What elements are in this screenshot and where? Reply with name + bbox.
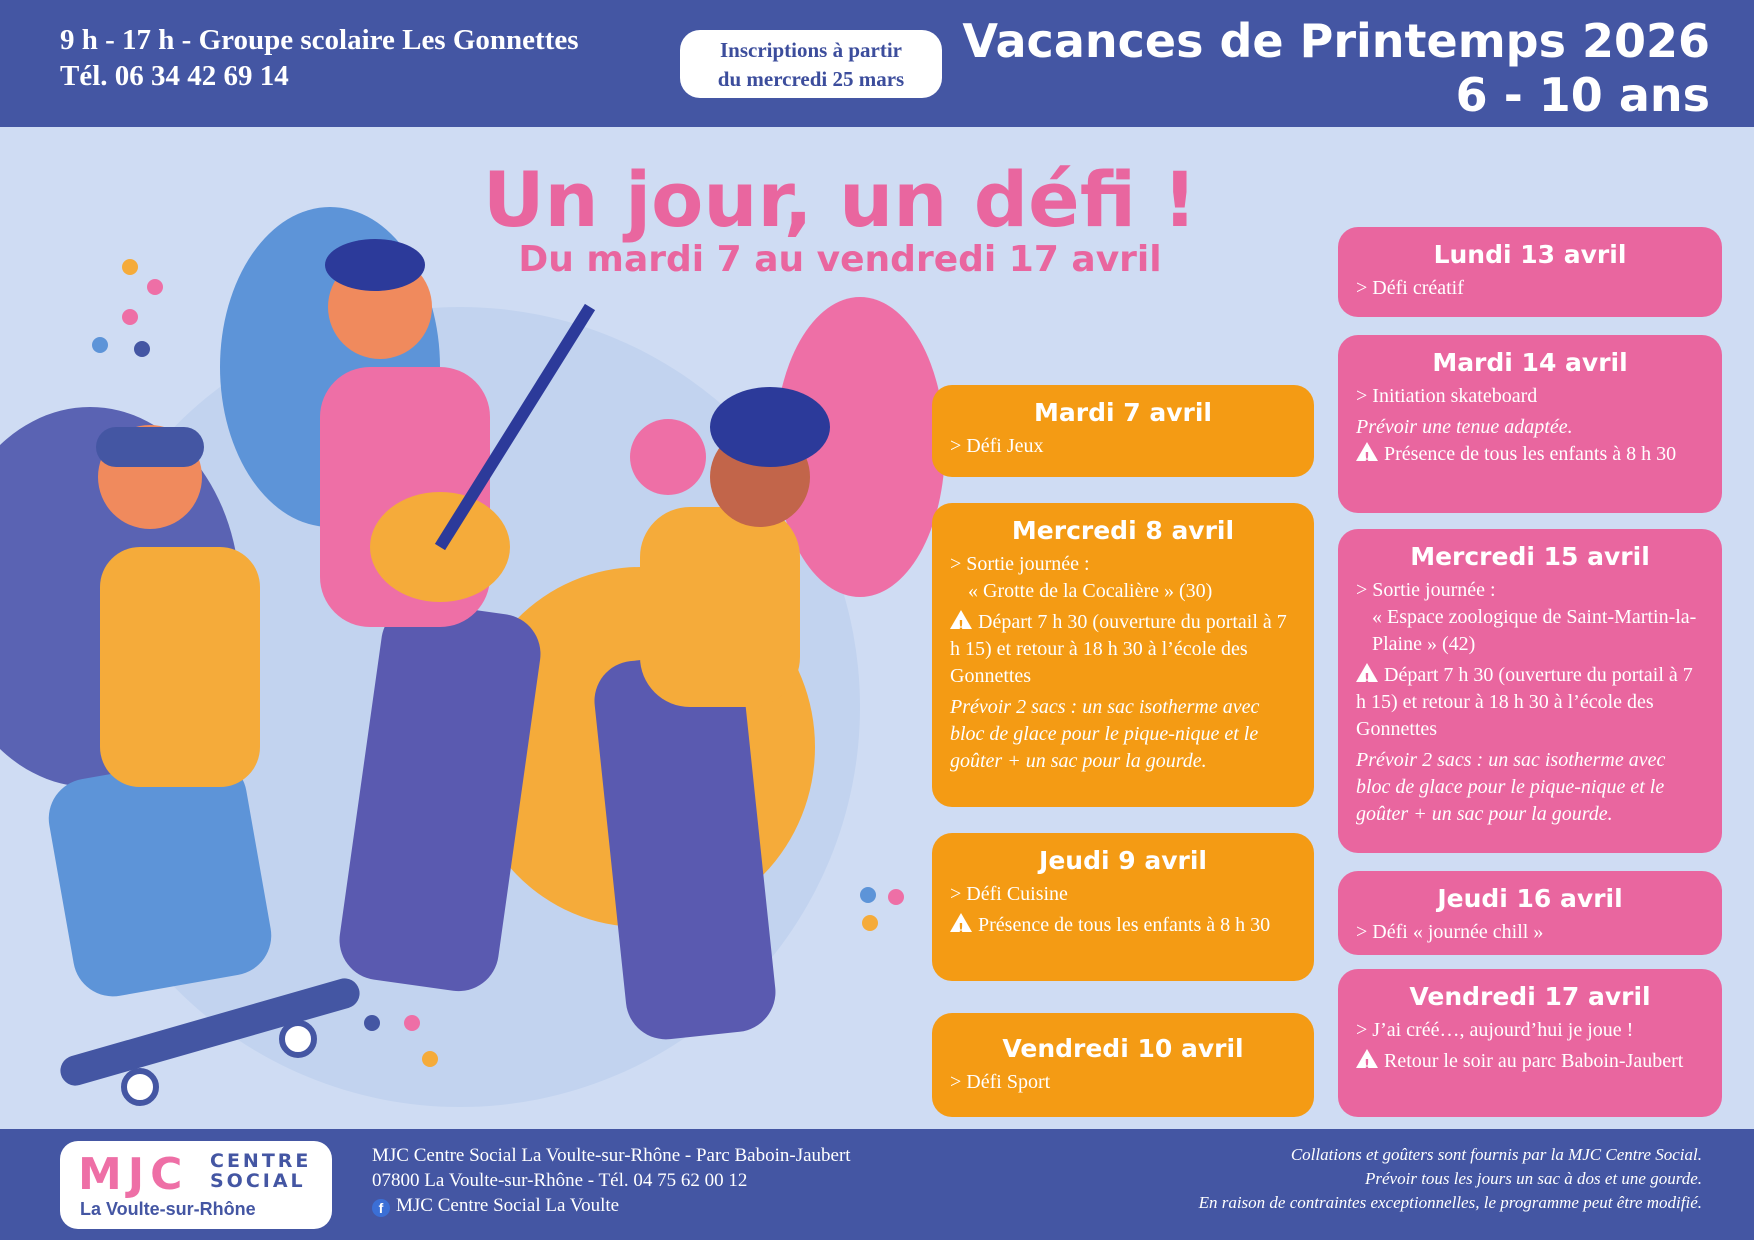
wheel-2 (282, 1023, 314, 1055)
day-title: Vendredi 17 avril (1409, 982, 1651, 1011)
dot-11 (862, 915, 878, 931)
program-title: Vacances de Printemps 2026 (962, 14, 1710, 68)
day-note: Prévoir 2 sacs : un sac isotherme avec bloc de glace pour le pique-nique et le goûter + un sac pour la gourde. (950, 696, 1260, 772)
warning-text: Départ 7 h 30 (ouverture du portail à 7 h 15) et retour à 18 h 30 à l’école des Gonnettes (950, 611, 1287, 687)
main-dates: Du mardi 7 au vendredi 17 avril (518, 239, 1162, 280)
day-card-mardi-14 (1338, 335, 1722, 513)
registration-line-2: du mercredi 25 mars (717, 67, 905, 91)
dot-5 (134, 341, 150, 357)
basketball (630, 419, 706, 495)
note-3: En raison de contraintes exceptionnelles, le programme peut être modifié. (1198, 1193, 1702, 1212)
dot-2 (147, 279, 163, 295)
warning-icon (1356, 663, 1378, 682)
facebook-row (372, 1193, 851, 1218)
warning-row (950, 609, 1296, 690)
header-bar (0, 0, 1754, 127)
girl-hair (710, 387, 830, 467)
day-activity: > Sortie journée : (1356, 579, 1496, 601)
day-activity: > Initiation skateboard (1356, 385, 1538, 407)
header-info (60, 22, 579, 94)
warning-text: Départ 7 h 30 (ouverture du portail à 7 h 15) et retour à 18 h 30 à l’école des Gonnettes (1356, 664, 1693, 740)
registration-line-1: Inscriptions à partir (719, 38, 902, 62)
outing-destination: « Grotte de la Cocalière » (30) (968, 580, 1213, 602)
warning-icon (1356, 1049, 1378, 1068)
day-title: Vendredi 10 avril (1002, 1034, 1244, 1063)
logo-mjc-text: MJC (78, 1149, 189, 1200)
warning-text: Présence de tous les enfants à 8 h 30 (1384, 443, 1677, 465)
boy-left-legs (42, 751, 277, 1002)
logo-city: La Voulte-sur-Rhône (80, 1199, 256, 1219)
day-title: Mercredi 8 avril (1011, 516, 1235, 545)
dot-4 (92, 337, 108, 353)
day-title: Mardi 14 avril (1432, 348, 1628, 377)
day-activity: > Défi Sport (950, 1071, 1051, 1093)
day-card-vendredi-17 (1338, 969, 1722, 1117)
day-card-lundi-13 (1338, 227, 1722, 317)
main-area (0, 127, 1754, 1129)
day-card-mercredi-8 (932, 503, 1314, 807)
day-title: Lundi 13 avril (1433, 240, 1627, 269)
day-card-mardi-7 (932, 385, 1314, 477)
day-activity: > Défi « journée chill » (1356, 921, 1544, 943)
dot-7 (404, 1015, 420, 1031)
facebook-icon: f (372, 1199, 390, 1217)
day-note: Prévoir 2 sacs : un sac isotherme avec bloc de glace pour le pique-nique et le goûter + un sac pour la gourde. (1356, 749, 1666, 825)
boy-left-body (100, 547, 260, 787)
note-2: Prévoir tous les jours un sac à dos et une gourde. (1365, 1169, 1702, 1188)
dot-9 (860, 887, 876, 903)
warning-row (1356, 441, 1704, 468)
warning-icon (950, 610, 972, 629)
phone-number: Tél. 06 34 42 69 14 (60, 60, 289, 92)
day-activity: > Sortie journée : (950, 553, 1090, 575)
day-activity: > Défi Jeux (950, 435, 1044, 457)
day-title: Jeudi 9 avril (1039, 846, 1207, 875)
program-heading (962, 14, 1710, 122)
warning-row (1356, 662, 1704, 743)
footer-address (372, 1143, 851, 1218)
footer-bar (0, 1129, 1754, 1240)
outing-destination: « Espace zoologique de Saint-Martin-la-Plaine » (42) (1372, 606, 1697, 655)
day-activity: > Défi créatif (1356, 277, 1464, 299)
logo-social: SOCIAL (210, 1170, 306, 1192)
warning-text: Présence de tous les enfants à 8 h 30 (978, 914, 1271, 936)
day-card-jeudi-16 (1338, 871, 1722, 955)
dot-1 (122, 259, 138, 275)
dot-6 (364, 1015, 380, 1031)
registration-badge (680, 30, 942, 98)
hours-location: 9 h - 17 h - Groupe scolaire Les Gonnettes (60, 24, 579, 56)
day-title: Jeudi 16 avril (1437, 884, 1623, 913)
logo-centre-social (210, 1151, 311, 1191)
boy-left-hat (96, 427, 204, 467)
day-activity: > Défi Cuisine (950, 883, 1068, 905)
logo-centre: CENTRE (210, 1150, 312, 1172)
footer-notes (1199, 1143, 1702, 1215)
day-activity: > J’ai créé…, aujourd’hui je joue ! (1356, 1019, 1634, 1041)
dot-10 (888, 889, 904, 905)
day-card-vendredi-10 (932, 1013, 1314, 1117)
warning-row (950, 912, 1296, 939)
girl-body (640, 507, 800, 707)
warning-icon (1356, 442, 1378, 461)
facebook-link[interactable]: MJC Centre Social La Voulte (396, 1195, 620, 1216)
mjc-logo (60, 1141, 332, 1229)
address-line-2: 07800 La Voulte-sur-Rhône - Tél. 04 75 62 00 12 (372, 1170, 748, 1191)
day-title: Mercredi 15 avril (1410, 542, 1650, 571)
guitarist-hair (325, 239, 425, 291)
address-line-1: MJC Centre Social La Voulte-sur-Rhône - Parc Baboin-Jaubert (372, 1145, 851, 1166)
day-card-jeudi-9 (932, 833, 1314, 981)
dot-3 (122, 309, 138, 325)
day-card-mercredi-15 (1338, 529, 1722, 853)
day-title: Mardi 7 avril (1034, 398, 1212, 427)
wheel-1 (124, 1071, 156, 1103)
day-note: Prévoir une tenue adaptée. (1356, 416, 1573, 438)
age-range: 6 - 10 ans (1455, 68, 1710, 122)
note-1: Collations et goûters sont fournis par la MJC Centre Social. (1290, 1145, 1702, 1164)
warning-icon (950, 913, 972, 932)
warning-row (1356, 1048, 1704, 1075)
warning-text: Retour le soir au parc Baboin-Jaubert (1384, 1050, 1684, 1072)
main-title: Un jour, un défi ! (482, 155, 1198, 244)
dot-8 (422, 1051, 438, 1067)
